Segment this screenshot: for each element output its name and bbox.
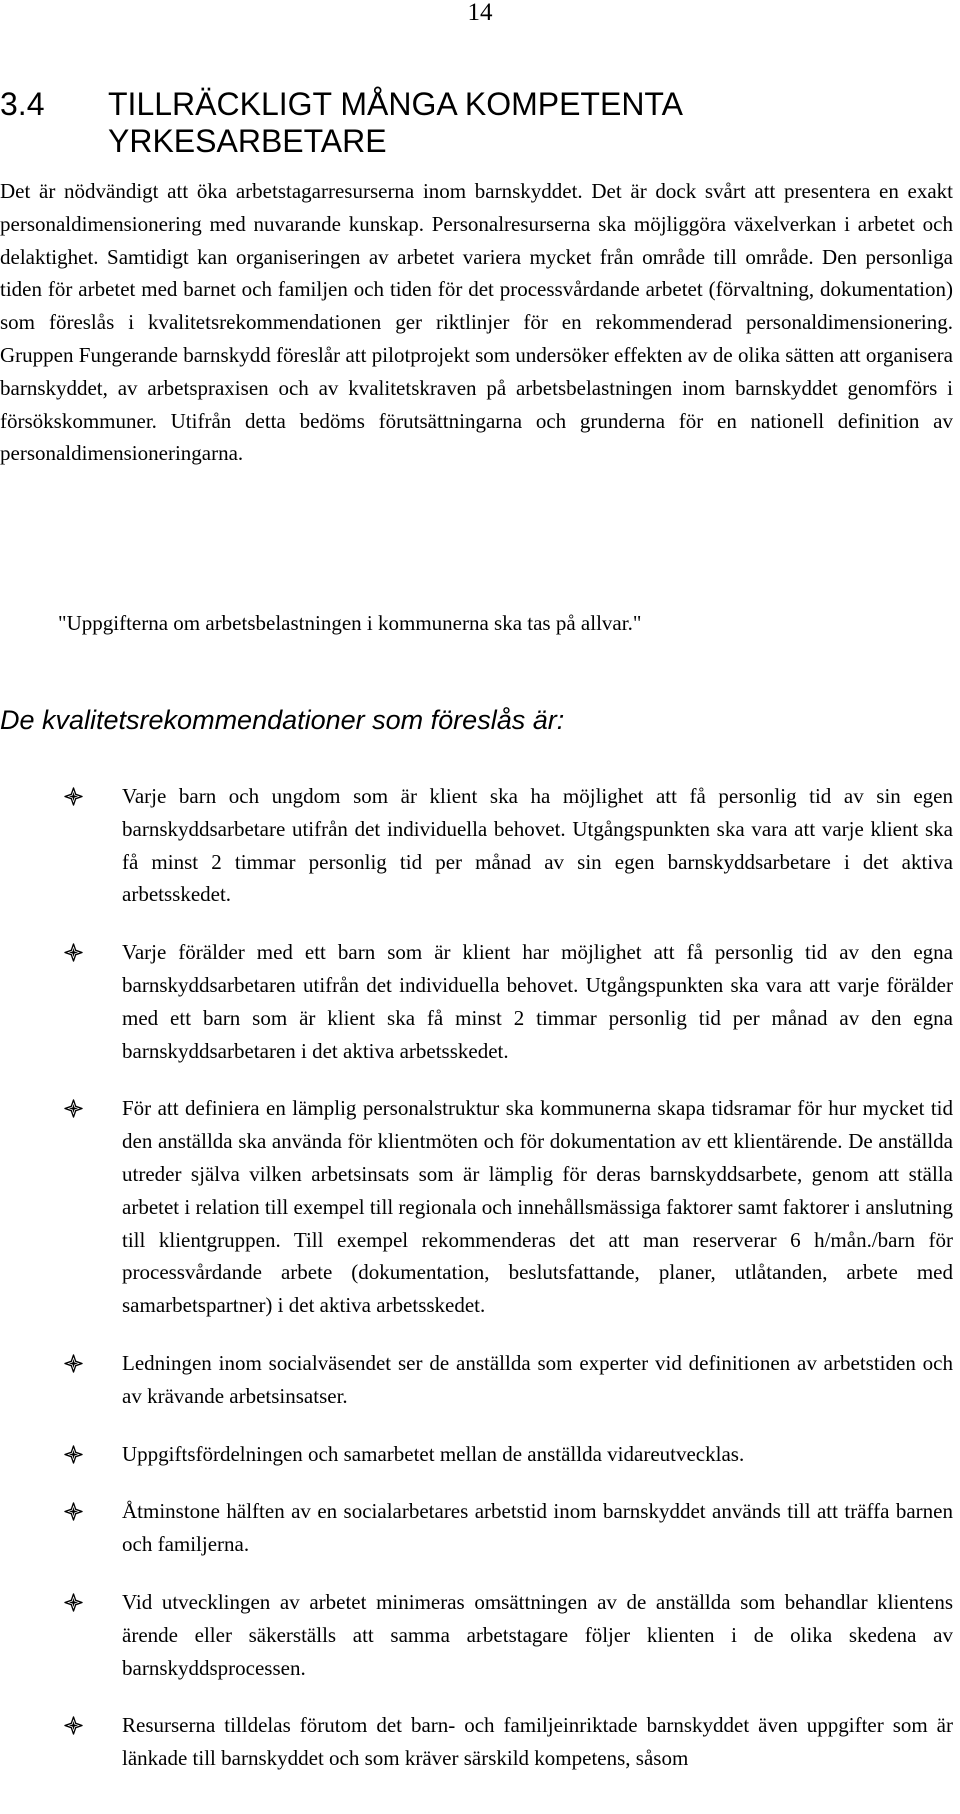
recommendation-item xyxy=(0,1347,953,1413)
four-petal-diamond-icon xyxy=(64,1716,83,1735)
recommendation-text: Varje förälder med ett barn som är klient har möjlighet att få personlig tid av den egna barnskyddsarbetaren utifrån det individuella behovet. Utgångspunkten ska vara att varje förälder med ett barn som är klient ska få minst 2 timmar personlig tid per månad av den egna barnskyddsarbetaren i det aktiva arbetsskedet. xyxy=(122,940,953,1063)
intro-paragraph: Det är nödvändigt att öka arbetstagarresurserna inom barnskyddet. Det är dock svårt att presentera en exakt personaldimensionering med nuvarande kunskap. Personalresurserna ska möjliggöra växelverkan i arbetet och delaktighet. Samtidigt kan organiseringen av arbetet variera mycket från område till område. Den personliga tiden för arbetet med barnet och familjen och tiden för det processvårdande arbetet (förvaltning, dokumentation) som föreslås i kvalitetsrekommendationen ger riktlinjer för en rekommenderad personaldimensionering. Gruppen Fungerande barnskydd föreslår att pilotprojekt som undersöker effekten av de olika sätten att organisera barnskyddet, av arbetspraxisen och av kvalitetskraven på arbetsbelastningen inom barnskyddet genomförs i försökskommuner. Utifrån detta bedöms förutsättningarna och grunderna för en nationell definition av personaldimensioneringarna. xyxy=(0,179,953,466)
four-petal-diamond-icon xyxy=(64,1354,83,1373)
four-petal-diamond-icon xyxy=(64,1445,83,1464)
four-petal-diamond-icon xyxy=(64,1099,83,1118)
recommendation-text: Vid utvecklingen av arbetet minimeras omsättningen av de anställda som behandlar klientens ärende eller säkerställs att samma arbetstagare följer klienten i de olika skedena av barnskyddsprocessen. xyxy=(122,1589,953,1680)
recommendation-item xyxy=(0,936,953,1067)
four-petal-diamond-icon xyxy=(64,1593,83,1612)
page-number: 14 xyxy=(467,0,493,26)
recommendations-list xyxy=(0,780,953,1800)
recommendations-heading: De kvalitetsrekommendationer som föreslås är: xyxy=(0,705,565,735)
recommendation-text: Uppgiftsfördelningen och samarbetet mellan de anställda vidareutvecklas. xyxy=(122,1441,745,1466)
recommendation-item xyxy=(0,1709,953,1775)
recommendation-text: Resurserna tilldelas förutom det barn- och familjeinriktade barnskyddet även uppgifter som är länkade till barnskyddet och som kräver särskild kompetens, såsom xyxy=(122,1713,953,1771)
recommendation-text: Åtminstone hälften av en socialarbetares arbetstid inom barnskyddet används till att träffa barnen och familjerna. xyxy=(122,1499,953,1557)
recommendation-item xyxy=(0,1438,953,1471)
recommendation-item xyxy=(0,780,953,911)
recommendation-text: För att definiera en lämplig personalstruktur ska kommunerna skapa tidsramar för hur mycket tid den anställda ska använda för klientmöten och för dokumentation av ett klientärende. De anställda utreder själva vilken arbetsinsats som är lämplig för deras barnskyddsarbete, genom att ställa arbetet i relation till exempel till regionala och innehållsmässiga faktorer samt faktorer i anslutning till klientgruppen. Till exempel rekommenderas det att man reserverar 6 h/mån./barn för processvårdande arbete (dokumentation, beslutsfattande, planer, utlåtanden, arbete med samarbetspartner) i det aktiva arbetsskedet. xyxy=(122,1096,953,1318)
section-title: TILLRÄCKLIGT MÅNGA KOMPETENTA YRKESARBETARE xyxy=(108,86,682,159)
four-petal-diamond-icon xyxy=(64,943,83,962)
section-number: 3.4 xyxy=(0,86,45,122)
recommendation-text: Ledningen inom socialväsendet ser de anställda som experter vid definitionen av arbetstiden och av krävande arbetsinsatser. xyxy=(122,1350,953,1408)
four-petal-diamond-icon xyxy=(64,787,83,806)
pull-quote: "Uppgifterna om arbetsbelastningen i kommunerna ska tas på allvar." xyxy=(58,611,642,635)
recommendation-item xyxy=(0,1586,953,1684)
four-petal-diamond-icon xyxy=(64,1502,83,1521)
recommendation-text: Varje barn och ungdom som är klient ska ha möjlighet att få personlig tid av sin egen barnskyddsarbetare utifrån det individuella behovet. Utgångspunkten ska vara att varje klient ska få minst 2 timmar personlig tid per månad av sin egen barnskyddsarbetare i det aktiva arbetsskedet. xyxy=(122,784,953,907)
recommendation-item xyxy=(0,1495,953,1561)
recommendation-item xyxy=(0,1092,953,1322)
